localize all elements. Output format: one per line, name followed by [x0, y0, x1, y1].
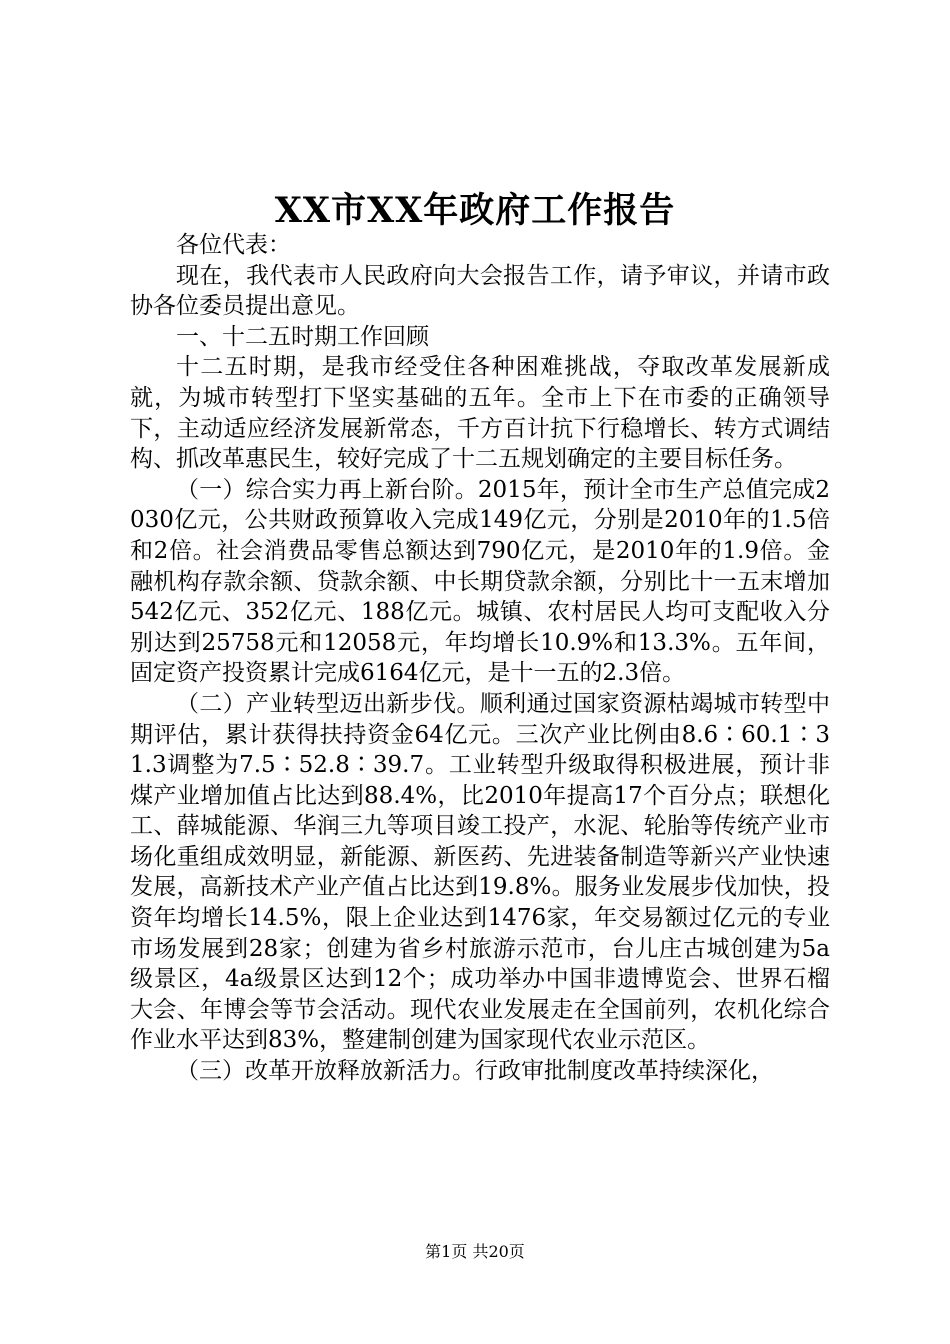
section-heading: 一、十二五时期工作回顾	[176, 323, 429, 350]
body-paragraph: （三）改革开放释放新活力。行政审批制度改革持续深化，	[176, 1058, 774, 1085]
salutation: 各位代表：	[176, 232, 291, 258]
body-paragraph: 十二五时期，是我市经受住各种困难挑战，夺取改革发展新成就，为城市转型打下坚实基础的五年。全市上下在市委的正确领导下，主动适应经济发展新常态，千方百计抗下行稳增长、转方式调结构、抓改革惠民生，较好完成了十二五规划确定的主要目标任务。	[130, 354, 830, 473]
page-footer: 第1页 共20页	[425, 1242, 525, 1261]
body-paragraph: （一）综合实力再上新台阶。2015年，预计全市生产总值完成2030亿元，公共财政预算收入完成149亿元，分别是2010年的1.5倍和2倍。社会消费品零售总额达到790亿元，是2010年的1.9倍。金融机构存款余额、贷款余额、中长期贷款余额，分别比十一五末增加542亿元、352亿元、188亿元。城镇、农村居民人均可支配收入分别达到25758元和12058元，年均增长10.9%和13.3%。五年间，固定资产投资累计完成6164亿元，是十一五的2.3倍。	[130, 476, 830, 687]
document-title: XX市XX年政府工作报告	[274, 190, 676, 231]
document-body	[130, 230, 830, 1087]
intro-paragraph: 现在，我代表市人民政府向大会报告工作，请予审议，并请市政协各位委员提出意见。	[130, 262, 830, 320]
body-paragraph: （二）产业转型迈出新步伐。顺利通过国家资源枯竭城市转型中期评估，累计获得扶持资金64亿元。三次产业比例由8.6∶60.1∶31.3调整为7.5∶52.8∶39.7。工业转型升级取得积极进展，预计非煤产业增加值占比达到88.4%，比2010年提高17个百分点；联想化工、薛城能源、华润三九等项目竣工投产，水泥、轮胎等传统产业市场化重组成效明显，新能源、新医药、先进装备制造等新兴产业快速发展，高新技术产业产值占比达到19.8%。服务业发展步伐加快，投资年均增长14.5%，限上企业达到1476家，年交易额过亿元的专业市场发展到28家；创建为省乡村旅游示范市，台儿庄古城创建为5a级景区，4a级景区达到12个；成功举办中国非遗博览会、世界石榴大会、年博会等节会活动。现代农业发展走在全国前列，农机化综合作业水平达到83%，整建制创建为国家现代农业示范区。	[130, 690, 830, 1054]
